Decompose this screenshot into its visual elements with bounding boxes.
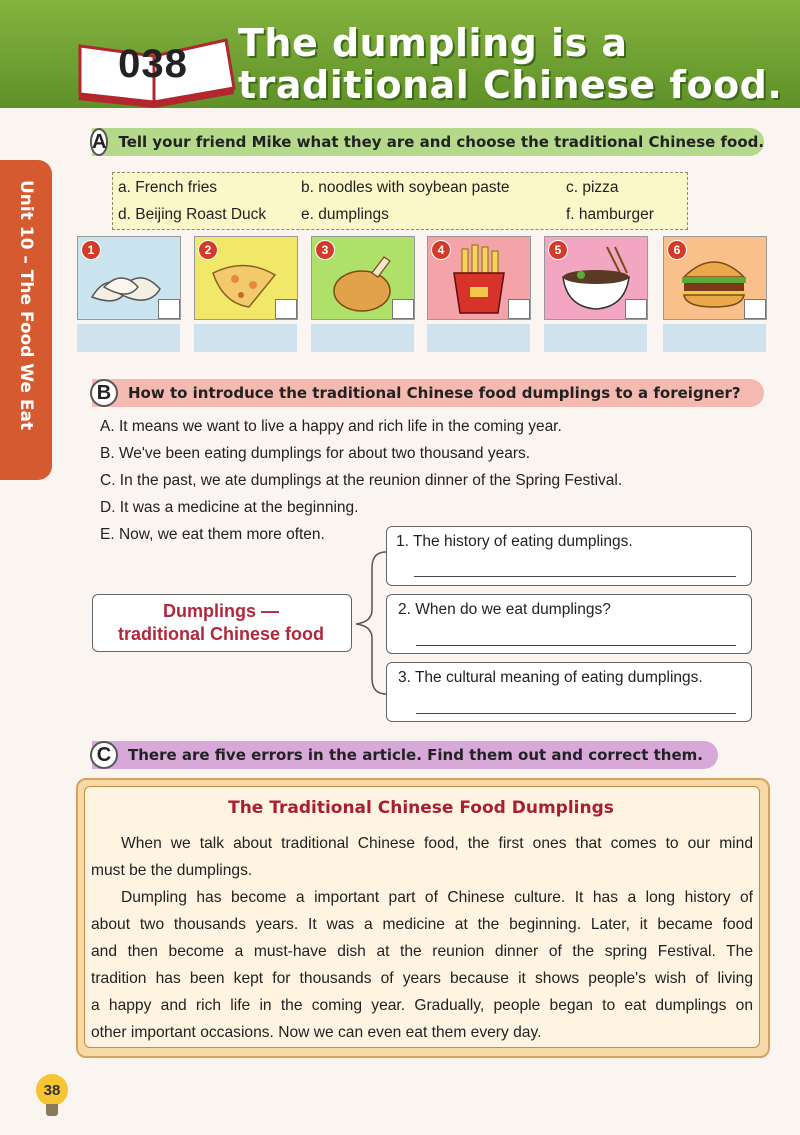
picture-checkbox-4[interactable] — [508, 299, 530, 319]
article-line-7: a happy and rich life in the coming year. Gradually, people began to eat dumplings on — [91, 997, 753, 1014]
answer-line-3[interactable] — [416, 713, 736, 714]
answer-box-1-label: 1. The history of eating dumplings. — [396, 533, 633, 550]
picture-card-2 — [194, 236, 298, 320]
bulb-base-icon — [46, 1104, 58, 1116]
answer-blank-6[interactable] — [663, 324, 766, 352]
section-a-letter: A — [90, 128, 108, 156]
center-line-2: traditional Chinese food — [117, 624, 324, 644]
answer-line-2[interactable] — [416, 645, 736, 646]
article-line-4: about two thousands years. It was a medicine at the beginning. Later, it became food — [91, 916, 753, 933]
article-title: The Traditional Chinese Food Dumplings — [228, 798, 614, 818]
mind-map-center-text — [92, 600, 350, 646]
section-c-instruction: There are five errors in the article. Find them out and correct them. — [128, 746, 703, 764]
picture-number-6: 6 — [667, 240, 687, 260]
picture-checkbox-5[interactable] — [625, 299, 647, 319]
section-c-banner — [92, 741, 718, 769]
lesson-number: 038 — [118, 42, 188, 86]
unit-side-tab-label: Unit 10 – The Food We Eat — [16, 180, 36, 431]
picture-number-2: 2 — [198, 240, 218, 260]
picture-checkbox-2[interactable] — [275, 299, 297, 319]
section-a-banner — [92, 128, 764, 156]
picture-checkbox-1[interactable] — [158, 299, 180, 319]
picture-number-1: 1 — [81, 240, 101, 260]
answer-blank-5[interactable] — [544, 324, 647, 352]
answer-blank-4[interactable] — [427, 324, 530, 352]
statement-d: D. It was a medicine at the beginning. — [100, 499, 359, 516]
option-e: e. dumplings — [301, 206, 389, 223]
answer-blank-2[interactable] — [194, 324, 297, 352]
picture-card-6 — [663, 236, 767, 320]
french-fries-icon — [446, 243, 512, 315]
section-b-letter: B — [90, 379, 118, 407]
picture-card-3 — [311, 236, 415, 320]
article-line-1: When we talk about traditional Chinese food, the first ones that comes to our mind — [121, 835, 753, 852]
picture-card-4 — [427, 236, 531, 320]
statement-e: E. Now, we eat them more often. — [100, 526, 325, 543]
noodles-icon — [557, 245, 635, 315]
picture-checkbox-3[interactable] — [392, 299, 414, 319]
article-line-5: and then become a must-have dish at the reunion dinner of the spring Festival. The — [91, 943, 753, 960]
roast-duck-icon — [324, 251, 400, 315]
article-line-6: tradition has been kept for thousands of years because it shows people's wish of living — [91, 970, 753, 987]
statement-b: B. We've been eating dumplings for about two thousand years. — [100, 445, 531, 462]
answer-blank-1[interactable] — [77, 324, 180, 352]
picture-checkbox-6[interactable] — [744, 299, 766, 319]
section-b-banner — [92, 379, 764, 407]
picture-number-4: 4 — [431, 240, 451, 260]
statement-a: A. It means we want to live a happy and rich life in the coming year. — [100, 418, 562, 435]
answer-box-2-label: 2. When do we eat dumplings? — [398, 601, 611, 618]
picture-card-1 — [77, 236, 181, 320]
answer-line-1[interactable] — [414, 576, 736, 577]
picture-card-5 — [544, 236, 648, 320]
option-b: b. noodles with soybean paste — [301, 179, 510, 196]
hamburger-icon — [676, 251, 752, 313]
answer-blank-3[interactable] — [311, 324, 414, 352]
page-title — [238, 22, 782, 106]
center-line-1: Dumplings — — [163, 601, 279, 621]
answer-box-3-label: 3. The cultural meaning of eating dumplings. — [398, 669, 703, 686]
pizza-icon — [205, 253, 285, 313]
statement-c: C. In the past, we ate dumplings at the reunion dinner of the Spring Festival. — [100, 472, 623, 489]
picture-number-3: 3 — [315, 240, 335, 260]
title-line-1: The dumpling is a — [238, 21, 628, 65]
mind-map-brace — [350, 548, 390, 698]
option-a: a. French fries — [118, 179, 218, 196]
option-f: f. hamburger — [566, 206, 654, 223]
article-line-8: other important occasions. Now we can even eat them every day. — [91, 1024, 542, 1041]
picture-number-5: 5 — [548, 240, 568, 260]
article-line-2: must be the dumplings. — [91, 862, 253, 879]
title-line-2: traditional Chinese food. — [238, 63, 783, 107]
article-line-3: Dumpling has become a important part of Chinese culture. It has a long history of — [121, 889, 753, 906]
page-number: 38 — [36, 1074, 68, 1106]
option-d: d. Beijing Roast Duck — [118, 206, 267, 223]
dumplings-icon — [88, 257, 168, 313]
section-c-letter: C — [90, 741, 118, 769]
section-a-instruction: Tell your friend Mike what they are and choose the traditional Chinese food. — [118, 133, 765, 151]
section-b-instruction: How to introduce the traditional Chinese food dumplings to a foreigner? — [128, 384, 741, 402]
option-c: c. pizza — [566, 179, 619, 196]
